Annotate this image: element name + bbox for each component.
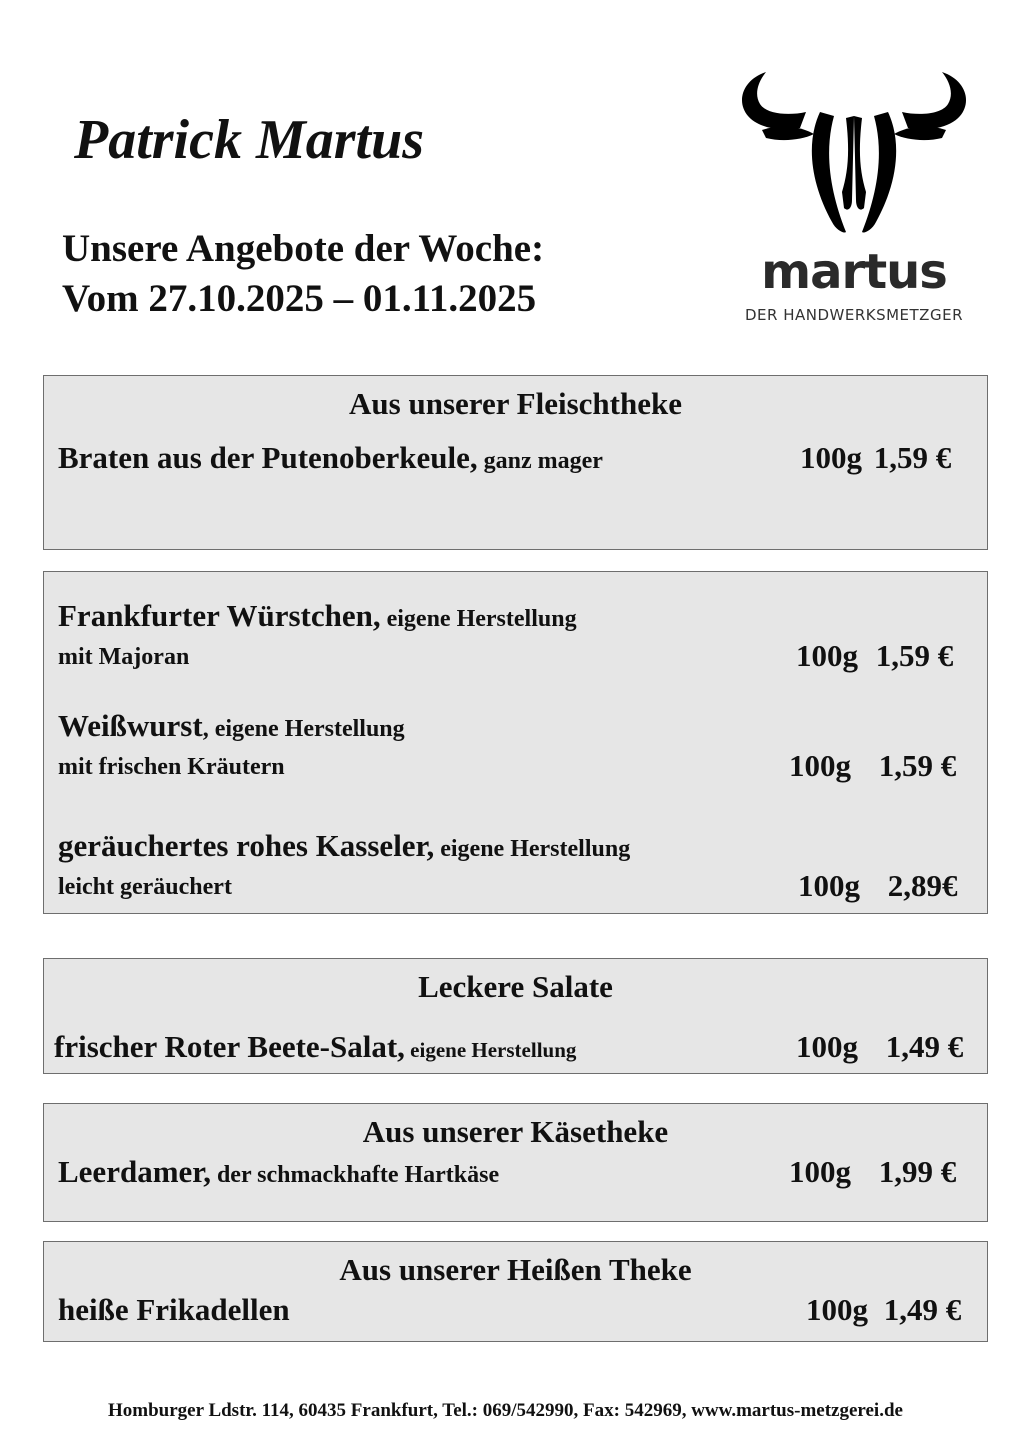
item-subline: mit Majoran xyxy=(58,644,190,670)
item-name-text: Leerdamer, xyxy=(58,1154,211,1189)
offer-price xyxy=(806,1292,961,1328)
brand-tagline: DER HANDWERKSMETZGER xyxy=(744,306,963,324)
bull-head-icon xyxy=(736,72,972,242)
footer-address: Homburger Ldstr. 114, 60435 Frankfurt, Tel.: 069/542990, Fax: 542969, www.martus-metzgerei.de xyxy=(108,1400,903,1421)
offer-item-name xyxy=(58,708,405,744)
offer-item-name xyxy=(58,1154,499,1190)
item-note: eigene Herstellung xyxy=(380,606,577,632)
item-note: , eigene Herstellung xyxy=(202,716,405,742)
price-value: 1,49 € xyxy=(883,1292,962,1327)
brand-name: martus xyxy=(761,244,947,300)
price-unit: 100g xyxy=(806,1292,868,1327)
item-subline: mit frischen Kräutern xyxy=(58,754,285,780)
section-salate xyxy=(43,958,988,1074)
item-note: eigene Herstellung xyxy=(434,836,631,862)
section-title: Aus unserer Fleischtheke xyxy=(349,386,682,421)
price-unit: 100g xyxy=(798,868,860,903)
item-note: ganz mager xyxy=(477,448,603,474)
section-title: Leckere Salate xyxy=(418,969,613,1004)
price-value: 1,59 € xyxy=(878,748,957,783)
section-fleischtheke xyxy=(43,375,988,550)
item-subline: leicht geräuchert xyxy=(58,874,232,900)
price-unit: 100g xyxy=(789,1154,851,1189)
offer-price xyxy=(798,868,958,904)
section-kaesetheke xyxy=(43,1103,988,1222)
section-title: Aus unserer Käsetheke xyxy=(362,1114,669,1149)
item-name-text: heiße Frikadellen xyxy=(58,1292,290,1327)
offer-headline xyxy=(62,224,544,324)
offer-item-name xyxy=(58,828,630,864)
headline-date-range: Vom 27.10.2025 – 01.11.2025 xyxy=(62,277,537,320)
item-note: der schmackhafte Hartkäse xyxy=(210,1162,500,1188)
section-title: Aus unserer Heißen Theke xyxy=(339,1252,692,1287)
price-unit: 100g xyxy=(800,440,862,475)
offer-item-name xyxy=(58,440,603,476)
section-wurst xyxy=(43,571,988,914)
price-value: 1,99 € xyxy=(878,1154,957,1189)
price-value: 2,89€ xyxy=(887,868,958,903)
offer-price xyxy=(796,1029,963,1065)
item-name-text: geräuchertes rohes Kasseler, xyxy=(58,828,435,863)
price-value: 1,49 € xyxy=(885,1029,964,1064)
item-name-text: Frankfurter Würstchen, xyxy=(58,598,381,633)
price-unit: 100g xyxy=(796,638,858,673)
martus-logo xyxy=(736,72,972,328)
item-name-text: frischer Roter Beete-Salat, xyxy=(54,1029,405,1064)
item-name-text: Braten aus der Putenoberkeule, xyxy=(58,440,478,475)
headline-title: Unsere Angebote der Woche: xyxy=(62,227,545,270)
offer-item-name xyxy=(58,598,577,634)
offer-price xyxy=(800,440,951,476)
owner-name: Patrick Martus xyxy=(74,109,425,171)
offer-price xyxy=(789,748,956,784)
offer-item-name xyxy=(58,1292,290,1328)
offer-item-name xyxy=(54,1029,576,1065)
price-value: 1,59 € xyxy=(875,638,954,673)
item-note: eigene Herstellung xyxy=(404,1038,577,1062)
offer-price xyxy=(796,638,953,674)
price-value: 1,59 € xyxy=(873,440,952,475)
offer-price xyxy=(789,1154,956,1190)
price-unit: 100g xyxy=(796,1029,858,1064)
price-unit: 100g xyxy=(789,748,851,783)
item-name-text: Weißwurst xyxy=(58,708,203,743)
section-heisse-theke xyxy=(43,1241,988,1342)
